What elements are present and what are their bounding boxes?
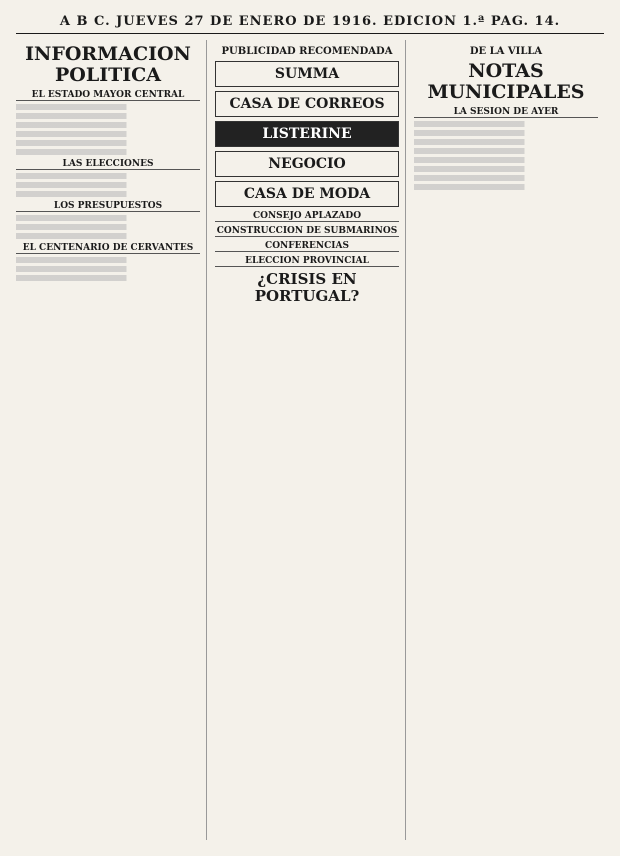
ad-summa: SUMMA (274, 66, 340, 82)
col3-headline: NOTAS MUNICIPALES (427, 60, 585, 103)
ad-casa-moda: CASA DE MODA (243, 186, 371, 202)
col1-section-2: LAS ELECCIONES (16, 159, 200, 170)
ad-casa-correos: CASA DE CORREOS (229, 96, 385, 112)
masthead: A B C. JUEVES 27 DE ENERO DE 1916. EDICION 1.ª PAG. 14. (16, 14, 604, 34)
crisis-headline: ¿CRISIS EN PORTUGAL? (254, 270, 360, 305)
ad-header: PUBLICIDAD RECOMENDADA (221, 46, 393, 57)
column-3 (414, 40, 604, 840)
col2-section-1: CONSEJO APLAZADO (215, 211, 399, 222)
col3-section: LA SESION DE AYER (414, 107, 598, 118)
col1-headline: INFORMACION POLITICA (25, 43, 191, 86)
col2-section-2: CONSTRUCCION DE SUBMARINOS (216, 226, 398, 236)
col2-section-4: ELECCION PROVINCIAL (215, 256, 399, 267)
col1-section-3: LOS PRESUPUESTOS (16, 201, 200, 212)
ad-listerine: LISTERINE (262, 126, 352, 142)
col3-kicker: DE LA VILLA (469, 46, 543, 57)
col1-section-1: EL ESTADO MAYOR CENTRAL (16, 90, 200, 101)
column-1 (16, 40, 207, 840)
ad-negocio: NEGOCIO (268, 156, 346, 172)
body-text-placeholder (16, 104, 200, 155)
column-2 (215, 40, 406, 840)
col1-section-4: EL CENTENARIO DE CERVANTES (16, 243, 200, 254)
col2-section-3: CONFERENCIAS (215, 241, 399, 252)
